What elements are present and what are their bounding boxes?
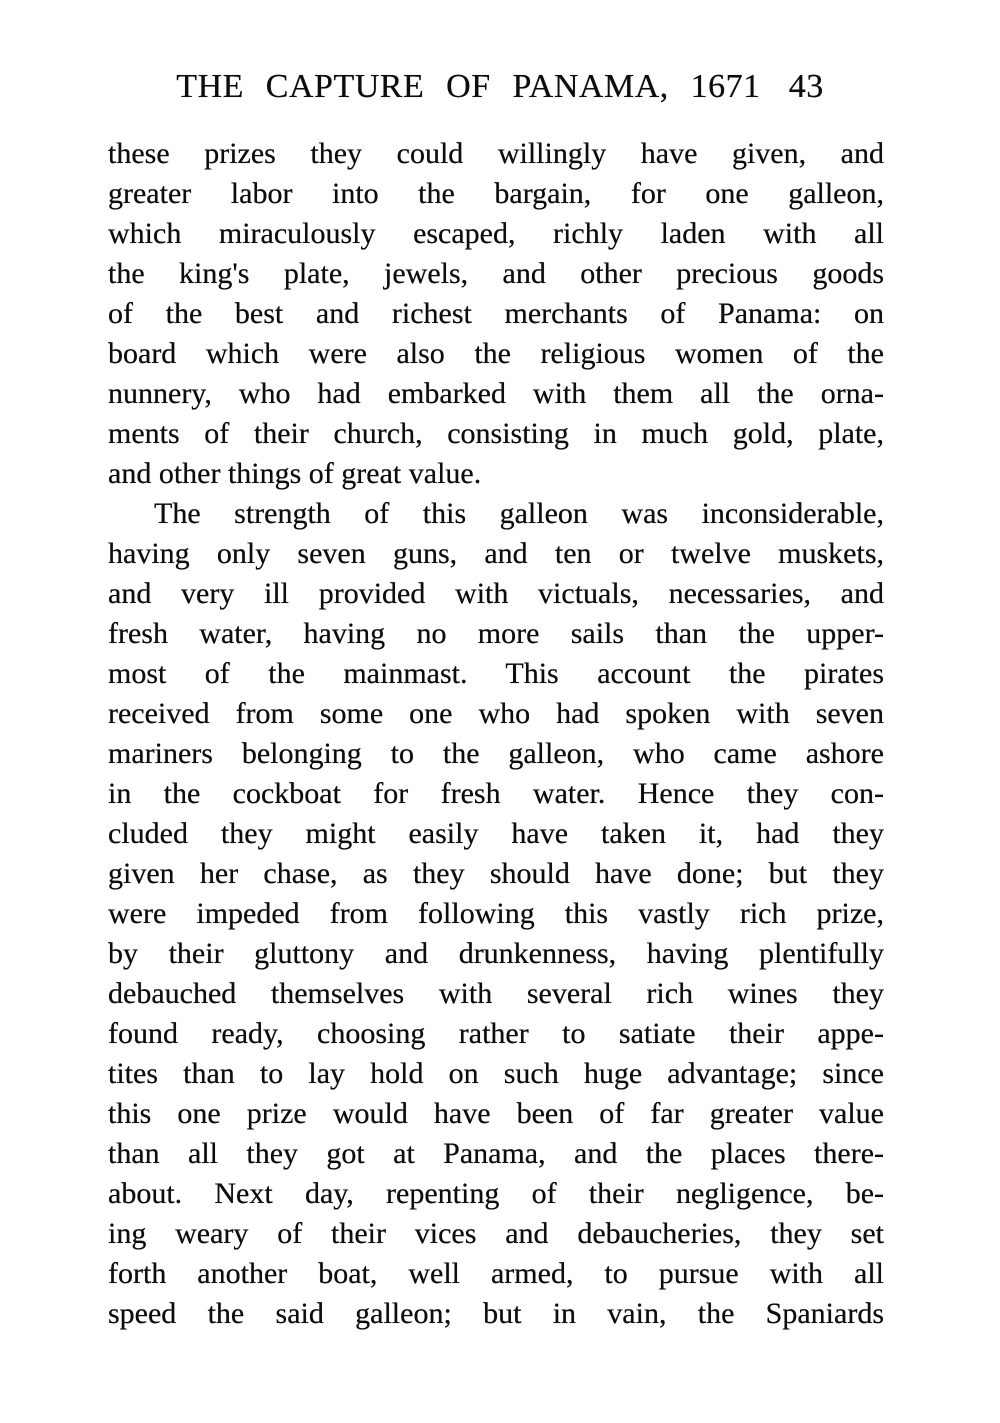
page-number: 43 (788, 68, 824, 105)
text-line: these prizes they could willingly have given, and (108, 137, 884, 170)
text-line: greater labor into the bargain, for one galleon, (108, 177, 884, 210)
text-line: which miraculously escaped, richly laden with all (108, 217, 884, 250)
text-line: board which were also the religious women of the (108, 337, 884, 370)
text-line: most of the mainmast. This account the pirates (108, 657, 884, 690)
text-line: in the cockboat for fresh water. Hence they con- (108, 777, 884, 810)
text-line: fresh water, having no more sails than the upper- (108, 617, 884, 650)
text-line: this one prize would have been of far greater value (108, 1097, 884, 1130)
text-line: cluded they might easily have taken it, had they (108, 817, 884, 850)
text-line: having only seven guns, and ten or twelve muskets, (108, 537, 884, 570)
text-line: forth another boat, well armed, to pursue with all (108, 1257, 884, 1290)
body-text (108, 134, 884, 1334)
text-line: and very ill provided with victuals, necessaries, and (108, 577, 884, 610)
text-line: were impeded from following this vastly rich prize, (108, 897, 884, 930)
text-line: by their gluttony and drunkenness, having plentifully (108, 937, 884, 970)
text-line: found ready, choosing rather to satiate their appe- (108, 1017, 884, 1050)
text-line: tites than to lay hold on such huge advantage; since (108, 1057, 884, 1090)
text-line: ing weary of their vices and debaucheries, they set (108, 1217, 884, 1250)
text-line: of the best and richest merchants of Panama: on (108, 297, 884, 330)
text-line: than all they got at Panama, and the places there- (108, 1137, 884, 1170)
text-line: about. Next day, repenting of their negligence, be- (108, 1177, 884, 1210)
paragraph (108, 494, 884, 1334)
text-line: given her chase, as they should have done; but they (108, 857, 884, 890)
text-line: the king's plate, jewels, and other precious goods (108, 257, 884, 290)
text-line: nunnery, who had embarked with them all the orna- (108, 377, 884, 410)
running-title: THE CAPTURE OF PANAMA, 1671 (176, 68, 761, 105)
text-line: ments of their church, consisting in much gold, plate, (108, 417, 884, 450)
text-line: and other things of great value. (108, 457, 482, 490)
text-line: received from some one who had spoken with seven (108, 697, 884, 730)
text-line: debauched themselves with several rich wines they (108, 977, 884, 1010)
text-line: speed the said galleon; but in vain, the Spaniards (108, 1297, 884, 1330)
text-line: The strength of this galleon was inconsiderable, (154, 497, 884, 530)
text-line: mariners belonging to the galleon, who came ashore (108, 737, 884, 770)
paragraph (108, 134, 884, 494)
page-header (0, 70, 1000, 104)
